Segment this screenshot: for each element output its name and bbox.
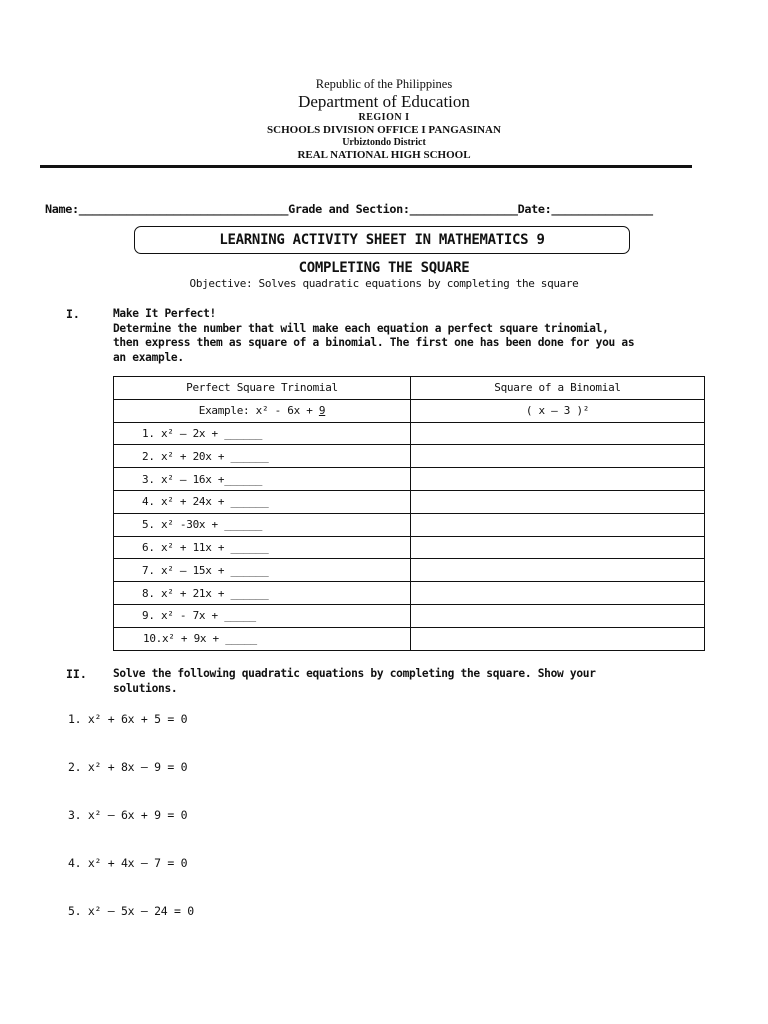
header-divider [40, 165, 692, 168]
part-1-instruction-line: an example. [113, 350, 184, 364]
header-region: REGION I [358, 112, 410, 123]
trinomial-item: 9. x² - 7x + _____ [114, 604, 411, 627]
part-1-number: I. [66, 307, 80, 321]
part-2-body [113, 667, 713, 696]
header-republic: Republic of the Philippines [315, 77, 453, 91]
binomial-answer-cell[interactable] [411, 422, 705, 445]
problem-item: 2. x² + 8x – 9 = 0 [68, 760, 188, 774]
table-row [114, 536, 705, 559]
table-row [114, 468, 705, 491]
header-department: Department of Education [298, 92, 470, 111]
table-row [114, 490, 705, 513]
part-2-number: II. [66, 667, 87, 681]
example-prefix: Example: x² - 6x + [198, 404, 319, 418]
table-row [114, 513, 705, 536]
table-row [114, 627, 705, 650]
trinomial-item: 6. x² + 11x + ______ [114, 536, 411, 559]
lesson-title: COMPLETING THE SQUARE [298, 260, 470, 276]
trinomial-item: 3. x² – 16x +______ [114, 468, 411, 491]
binomial-answer-cell[interactable] [411, 627, 705, 650]
part-1-body [113, 307, 713, 365]
binomial-answer-cell[interactable] [411, 468, 705, 491]
table-row [114, 582, 705, 605]
trinomial-item: 2. x² + 20x + ______ [114, 445, 411, 468]
student-info-line[interactable]: Name:_______________________________Grade and Section:________________Date:_______________ [45, 202, 653, 216]
binomial-answer-cell[interactable] [411, 559, 705, 582]
trinomial-item: 5. x² -30x + ______ [114, 513, 411, 536]
part-2-instruction-line: solutions. [113, 681, 178, 695]
table-row [114, 422, 705, 445]
binomial-answer-cell[interactable] [411, 604, 705, 627]
binomial-answer-cell[interactable] [411, 536, 705, 559]
table-row [114, 604, 705, 627]
col-header-binomial: Square of a Binomial [411, 377, 705, 400]
problem-item: 4. x² + 4x – 7 = 0 [68, 856, 188, 870]
part-1-heading: Make It Perfect! [113, 307, 216, 320]
trinomial-item: 10.x² + 9x + _____ [114, 627, 411, 650]
table-row [114, 445, 705, 468]
header-division: SCHOOLS DIVISION OFFICE I PANGASINAN [267, 124, 501, 136]
binomial-answer-cell[interactable] [411, 445, 705, 468]
table-row [114, 559, 705, 582]
trinomial-item: 1. x² – 2x + ______ [114, 422, 411, 445]
trinomial-item: 7. x² – 15x + ______ [114, 559, 411, 582]
part-1-instruction-line: Determine the number that will make each equation a perfect square trinomial, [113, 321, 609, 335]
col-header-trinomial: Perfect Square Trinomial [114, 377, 411, 400]
perfect-square-table [113, 376, 705, 651]
table-example-row [114, 399, 705, 422]
binomial-answer-cell[interactable] [411, 582, 705, 605]
problem-item: 5. x² – 5x – 24 = 0 [68, 904, 194, 918]
header-district: Urbiztondo District [342, 137, 426, 148]
sheet-title-box [134, 226, 630, 254]
trinomial-item: 8. x² + 21x + ______ [114, 582, 411, 605]
table-header-row [114, 377, 705, 400]
part-1-instruction-line: then express them as square of a binomial. The first one has been done for you as [113, 336, 635, 349]
example-binomial: ( x – 3 )² [411, 399, 705, 422]
trinomial-item: 4. x² + 24x + ______ [114, 490, 411, 513]
objective: Objective: Solves quadratic equations by completing the square [189, 277, 579, 290]
sheet-title: LEARNING ACTIVITY SHEET IN MATHEMATICS 9 [219, 232, 545, 248]
example-answer: 9 [318, 404, 326, 418]
binomial-answer-cell[interactable] [411, 513, 705, 536]
example-trinomial [114, 399, 411, 422]
header-school: REAL NATIONAL HIGH SCHOOL [297, 149, 471, 161]
binomial-answer-cell[interactable] [411, 490, 705, 513]
problem-item: 1. x² + 6x + 5 = 0 [68, 712, 188, 726]
part-2-instruction-line: Solve the following quadratic equations by completing the square. Show your [113, 667, 596, 680]
problem-item: 3. x² – 6x + 9 = 0 [68, 808, 188, 822]
